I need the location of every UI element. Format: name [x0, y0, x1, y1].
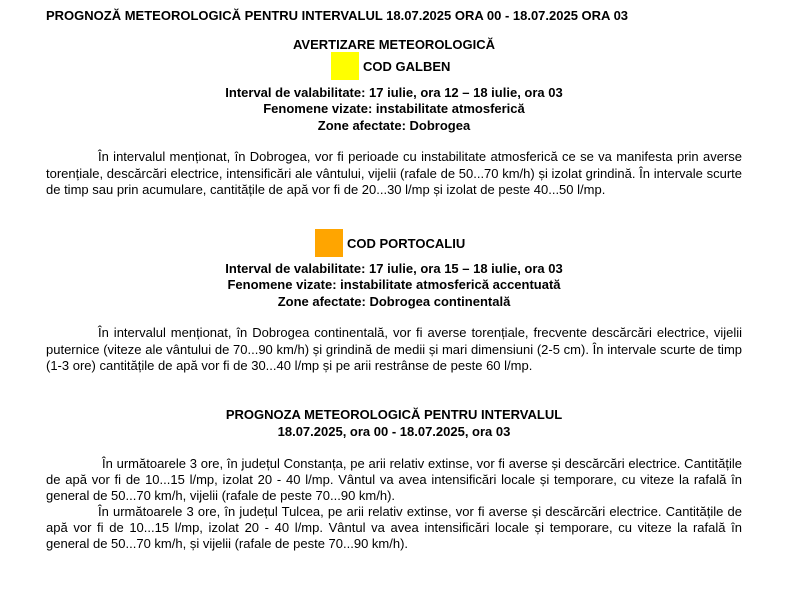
- yellow-zones: Zone afectate: Dobrogea: [317, 118, 471, 133]
- yellow-validity: Interval de valabilitate: 17 iulie, ora 12 – 18 iulie, ora 03: [225, 85, 563, 100]
- forecast-heading-line1: PROGNOZA METEOROLOGICĂ PENTRU INTERVALUL: [225, 407, 563, 422]
- yellow-phenomena: Fenomene vizate: instabilitate atmosferică: [263, 101, 525, 116]
- yellow-code-row: [331, 52, 450, 80]
- orange-code-swatch: [315, 229, 343, 257]
- orange-validity: Interval de valabilitate: 17 iulie, ora 15 – 18 iulie, ora 03: [225, 261, 563, 276]
- orange-code-label: COD PORTOCALIU: [347, 235, 466, 251]
- orange-phenomena: Fenomene vizate: instabilitate atmosferică accentuată: [227, 277, 561, 292]
- orange-code-row: [315, 229, 465, 257]
- forecast-constanta: În următoarele 3 ore, în județul Constanța, pe arii relativ extinse, vor fi averse și descărcări electrice. Cantitățile de apă vor fi de 10...15 l/mp, izolat 20 - 40 l/mp. Vântul va avea intensificări locale și temporare, cu viteze la rafală în general de 50...70 km/h, vijelii (rafale de peste 70...90 km/h).: [46, 456, 742, 503]
- forecast-heading-line2: 18.07.2025, ora 00 - 18.07.2025, ora 03: [277, 424, 511, 439]
- orange-description: În intervalul menționat, în Dobrogea continentală, vor fi averse torențiale, frecvente descărcări electrice, vijelii puternice (viteze ale vântului de 70...90 km/h) și grindină de medii și mari dimensiuni (2-5 cm). În intervale scurte de timp (1-3 ore) cantitățile de apă vor fi de 30...40 l/mp și pe arii restrânse de peste 60 l/mp.: [46, 325, 742, 373]
- document-title: PROGNOZĂ METEOROLOGICĂ PENTRU INTERVALUL 18.07.2025 ORA 00 - 18.07.2025 ORA 03: [46, 8, 629, 23]
- yellow-code-label: COD GALBEN: [363, 58, 451, 74]
- forecast-body: [46, 456, 742, 552]
- forecast-tulcea: În următoarele 3 ore, în județul Tulcea, pe arii relativ extinse, vor fi averse și descărcări electrice. Cantitățile de apă vor fi de 10...15 l/mp, izolat 20 - 40 l/mp. Vântul va avea intensificări locale și temporare, cu viteze la rafală în general de 50...70 km/h, și vijelii (rafale de peste 70...90 km/h).: [46, 504, 742, 551]
- warning-heading: AVERTIZARE METEOROLOGICĂ: [293, 37, 495, 52]
- orange-zones: Zone afectate: Dobrogea continentală: [277, 294, 511, 309]
- yellow-description: În intervalul menționat, în Dobrogea, vor fi perioade cu instabilitate atmosferică ce se va manifesta prin averse torențiale, descărcări electrice, intensificări ale vântului, vijelii (rafale de 50...70 km/h) și izolat grindină. În intervale scurte de timp sau prin acumulare, cantitățile de apă vor fi de 20...30 l/mp și izolat de peste 40...50 l/mp.: [46, 149, 742, 197]
- yellow-code-swatch: [331, 52, 359, 80]
